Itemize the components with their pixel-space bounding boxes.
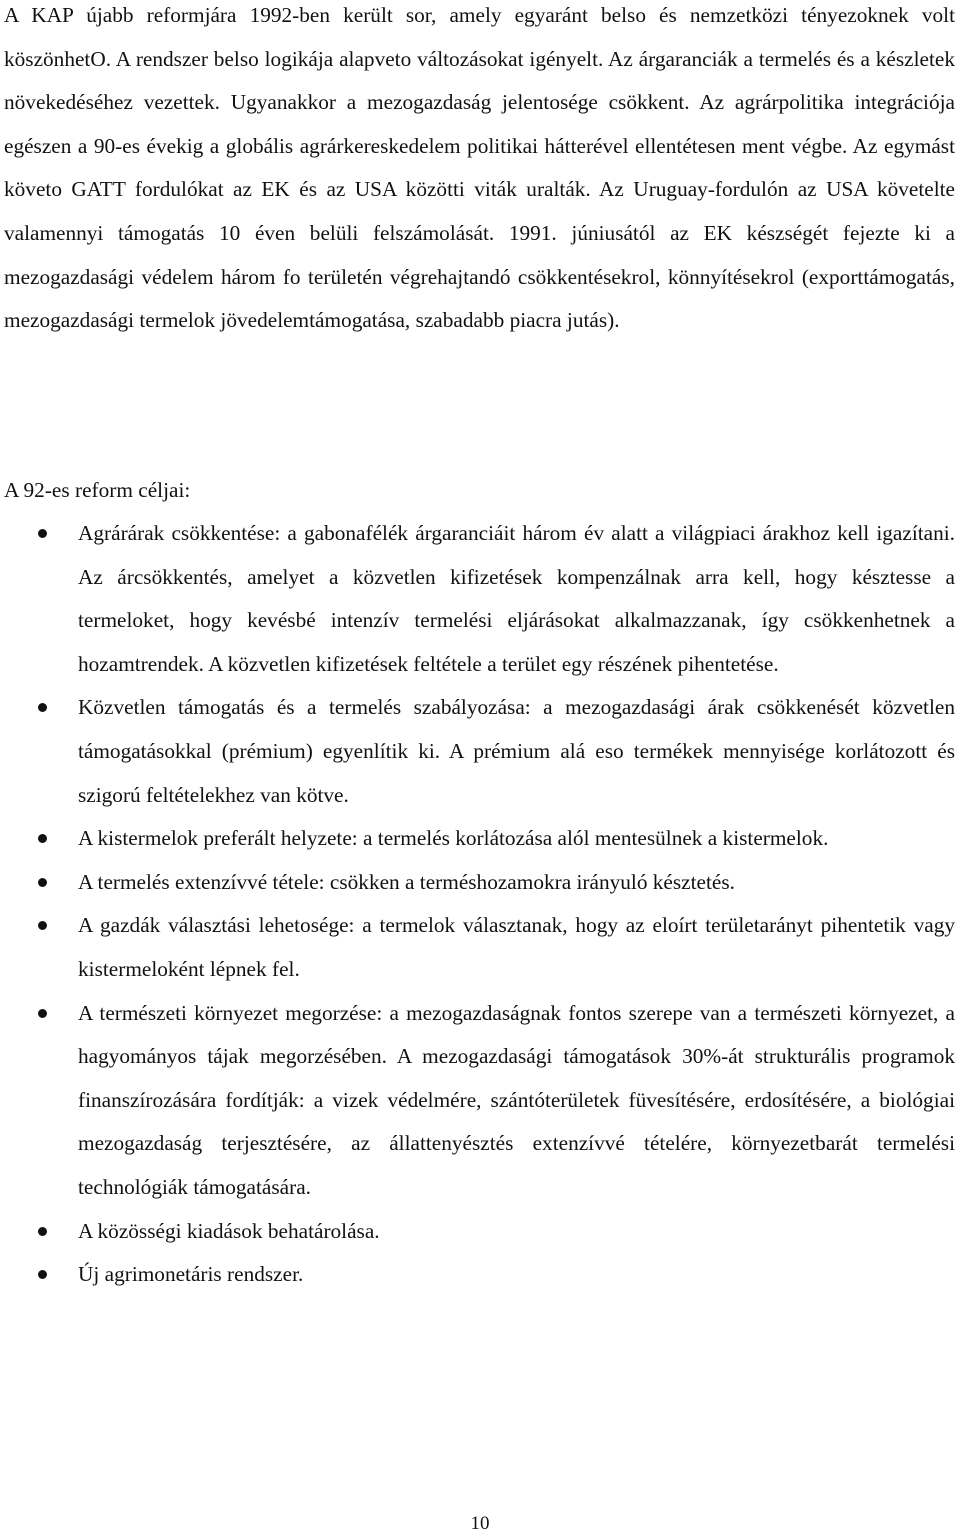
list-item-text: A közösségi kiadások behatárolása. (78, 1218, 380, 1243)
list-item (0, 1253, 955, 1297)
bullet-dot-icon (38, 921, 47, 930)
list-item (0, 861, 955, 905)
bullet-dot-icon (38, 878, 47, 887)
list-item (0, 817, 955, 861)
list-item-text: Új agrimonetáris rendszer. (78, 1262, 304, 1287)
reform-goals-list (0, 512, 960, 1297)
list-item-text: Agrárárak csökkentése: a gabonafélék árgaranciáit három év alatt a világpiaci árakhoz kell igazítani. Az árcsökkentés, amelyet a közvetlen kifizetések kompenzálnak arra kell, hogy késztesse a termeloket, hogy kevésbé intenzív termelési eljárásokat alkalmazzanak, így csökkenhetnek a hozamtrendek. A közvetlen kifizetések feltétele a terület egy részének pihentetése. (78, 521, 955, 676)
bullet-dot-icon (38, 529, 47, 538)
bullet-dot-icon (38, 1227, 47, 1236)
list-item (0, 1210, 955, 1254)
intro-paragraph: A KAP újabb reformjára 1992-ben került sor, amely egyaránt belso és nemzetközi tényezoknek volt köszönhetO. A rendszer belso logikája alapveto változásokat igényelt. Az árgaranciák a termelés és a készletek növekedéséhez vezettek. Ugyanakkor a mezogazdaság jelentosége csökkent. Az agrárpolitika integrációja egészen a 90-es évekig a globális agrárkereskedelem politikai hátterével ellentétesen ment végbe. Az egymást követo GATT fordulókat az EK és az USA közötti viták uralták. Az Uruguay-fordulón az USA követelte valamennyi támogatás 10 éven belüli felszámolását. 1991. júniusától az EK készségét fejezte ki a mezogazdasági védelem három fo területén végrehajtandó csökkentésekrol, könnyítésekrol (exporttámogatás, mezogazdasági termelok jövedelemtámogatása, szabadabb piacra jutás). (4, 3, 955, 333)
list-item-text: A termelés extenzívvé tétele: csökken a terméshozamokra irányuló késztetés. (78, 869, 735, 894)
list-item-text: Közvetlen támogatás és a termelés szabályozása: a mezogazdasági árak csökkenését közvetlen támogatásokkal (prémium) egyenlítik ki. A prémium alá eso termékek mennyisége korlátozott és szigorú feltételekhez van kötve. (78, 695, 955, 807)
list-item (0, 992, 955, 1210)
reform-goals-heading: A 92-es reform céljai: (4, 478, 191, 502)
bullet-dot-icon (38, 1009, 47, 1018)
page-number: 10 (470, 1513, 490, 1534)
list-item (0, 686, 955, 817)
list-item-text: A gazdák választási lehetosége: a termelok választanak, hogy az eloírt területarányt pihentetik vagy kistermeloként lépnek fel. (78, 913, 955, 981)
bullet-dot-icon (38, 1270, 47, 1279)
list-item-text: A kistermelok preferált helyzete: a termelés korlátozása alól mentesülnek a kistermelok. (78, 826, 829, 851)
list-item-text: A természeti környezet megorzése: a mezogazdaságnak fontos szerepe van a természeti környezet, a hagyományos tájak megorzésében. A mezogazdasági támogatások 30%-át strukturális programok finanszírozására fordítják: a vizek védelmére, szántóterületek füvesítésére, erdosítésére, a biológiai mezogazdaság terjesztésére, az állattenyésztés extenzívvé tételére, környezetbarát termelési technológiák támogatására. (78, 1000, 955, 1199)
bullet-dot-icon (38, 834, 47, 843)
list-item (0, 904, 955, 991)
list-item (0, 512, 955, 686)
bullet-dot-icon (38, 703, 47, 712)
